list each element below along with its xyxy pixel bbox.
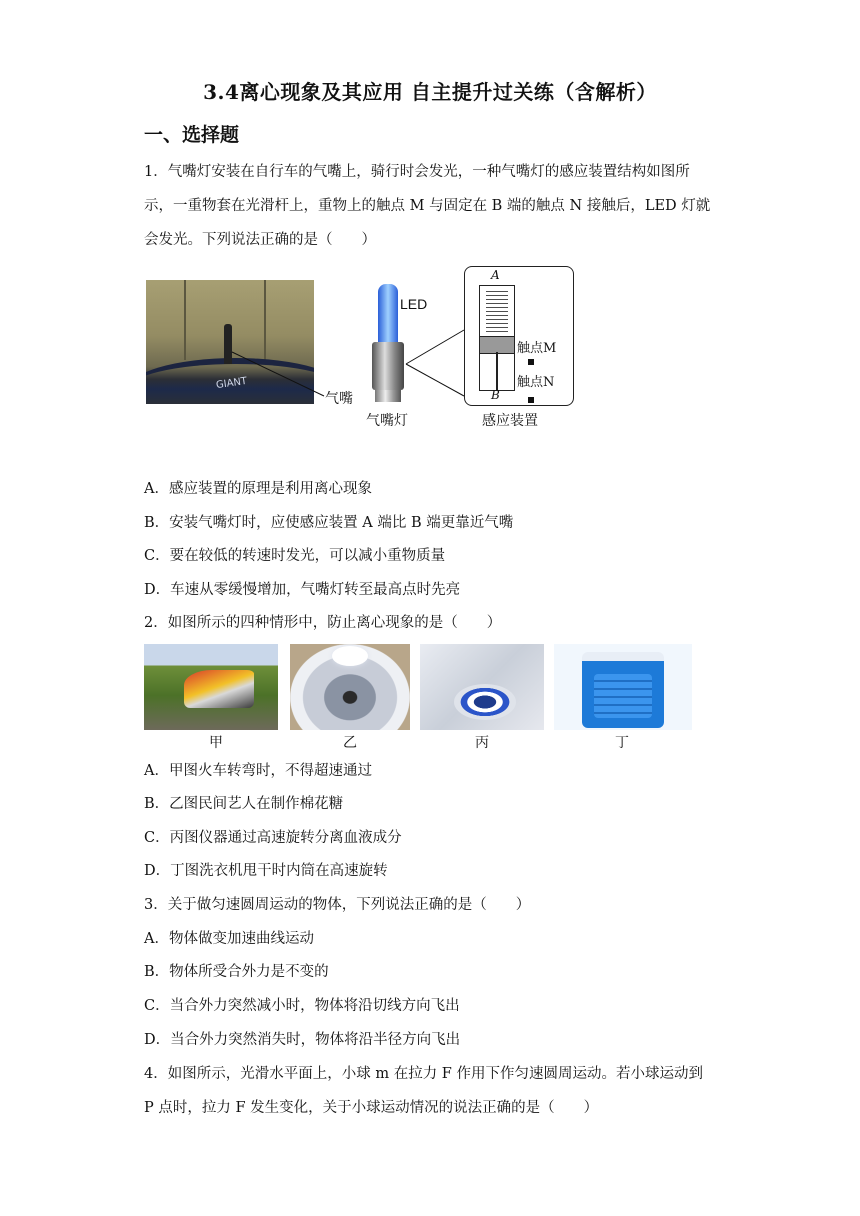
train-icon xyxy=(184,670,254,708)
valve-label: 气嘴 xyxy=(325,391,353,407)
spring-icon xyxy=(486,288,508,334)
contact-n-label: 触点N xyxy=(517,375,555,390)
caption-bing: 丙 xyxy=(475,735,489,751)
wheel-brand-text: GIANT xyxy=(215,375,248,392)
caption-ding: 丁 xyxy=(615,735,629,751)
q1-stem-line-3: 会发光。下列说法正确的是（ ） xyxy=(144,232,376,248)
sensor-device-diagram xyxy=(464,266,574,406)
end-a-label: A xyxy=(491,268,500,282)
centrifuge-icon xyxy=(454,684,516,720)
q1-stem-line-1: 1．气嘴灯安装在自行车的气嘴上，骑行时会发光，一种气嘴灯的感应装置结构如图所 xyxy=(144,164,690,180)
cotton-candy-icon xyxy=(332,646,368,666)
lamp-label: 气嘴灯 xyxy=(366,413,408,429)
contact-m-label: 触点M xyxy=(517,341,557,356)
washing-machine-photo xyxy=(554,644,692,730)
q3-option-c: C．当合外力突然减小时，物体将沿切线方向飞出 xyxy=(144,998,460,1014)
device-label: 感应装置 xyxy=(482,413,538,429)
contact-n-marker xyxy=(528,397,534,403)
q1-stem-line-2: 示，一重物套在光滑杆上，重物上的触点 M 与固定在 B 端的触点 N 接触后，LED 灯就 xyxy=(144,198,711,214)
q4-stem-line-1: 4．如图所示，光滑水平面上，小球 m 在拉力 F 作用下作匀速圆周运动。若小球运动到 xyxy=(144,1066,703,1082)
centrifuge-photo xyxy=(420,644,544,730)
q1-figure xyxy=(144,266,584,436)
q1-option-d: D．车速从零缓慢增加，气嘴灯转至最高点时先亮 xyxy=(144,582,461,598)
train-photo xyxy=(144,644,278,730)
caption-yi: 乙 xyxy=(343,735,357,751)
q3-option-d: D．当合外力突然消失时，物体将沿半径方向飞出 xyxy=(144,1032,461,1048)
q3-option-b: B．物体所受合外力是不变的 xyxy=(144,964,329,980)
q3-option-a: A．物体做变加速曲线运动 xyxy=(144,931,314,947)
document-title: 3.4离心现象及其应用 自主提升过关练（含解析） xyxy=(203,80,657,104)
section-heading: 一、选择题 xyxy=(144,124,240,146)
lamp-nut xyxy=(375,390,401,402)
q2-figure xyxy=(144,644,704,754)
q4-stem-line-2: P 点时，拉力 F 发生变化，关于小球运动情况的说法正确的是（ ） xyxy=(144,1100,599,1116)
end-b-label: B xyxy=(491,388,500,402)
contact-m-marker xyxy=(528,359,534,365)
q1-option-c: C．要在较低的转速时发光，可以减小重物质量 xyxy=(144,548,446,564)
q2-stem: 2．如图所示的四种情形中，防止离心现象的是（ ） xyxy=(144,615,502,631)
q1-option-b: B．安装气嘴灯时，应使感应装置 A 端比 B 端更靠近气嘴 xyxy=(144,515,514,531)
washing-machine-icon xyxy=(582,652,664,728)
rod xyxy=(496,352,498,390)
led-label: LED xyxy=(400,296,428,312)
q2-option-a: A．甲图火车转弯时，不得超速通过 xyxy=(144,763,372,779)
q1-option-a: A．感应装置的原理是利用离心现象 xyxy=(144,481,372,497)
q2-option-b: B．乙图民间艺人在制作棉花糖 xyxy=(144,796,344,812)
q2-option-c: C．丙图仪器通过高速旋转分离血液成分 xyxy=(144,830,402,846)
led-cap xyxy=(378,284,398,344)
cotton-candy-photo xyxy=(290,644,410,730)
lamp-body xyxy=(372,342,404,390)
q2-option-d: D．丁图洗衣机甩干时内筒在高速旋转 xyxy=(144,863,388,879)
tube xyxy=(479,285,515,391)
caption-jia: 甲 xyxy=(209,735,223,751)
q3-stem: 3．关于做匀速圆周运动的物体，下列说法正确的是（ ） xyxy=(144,897,531,913)
